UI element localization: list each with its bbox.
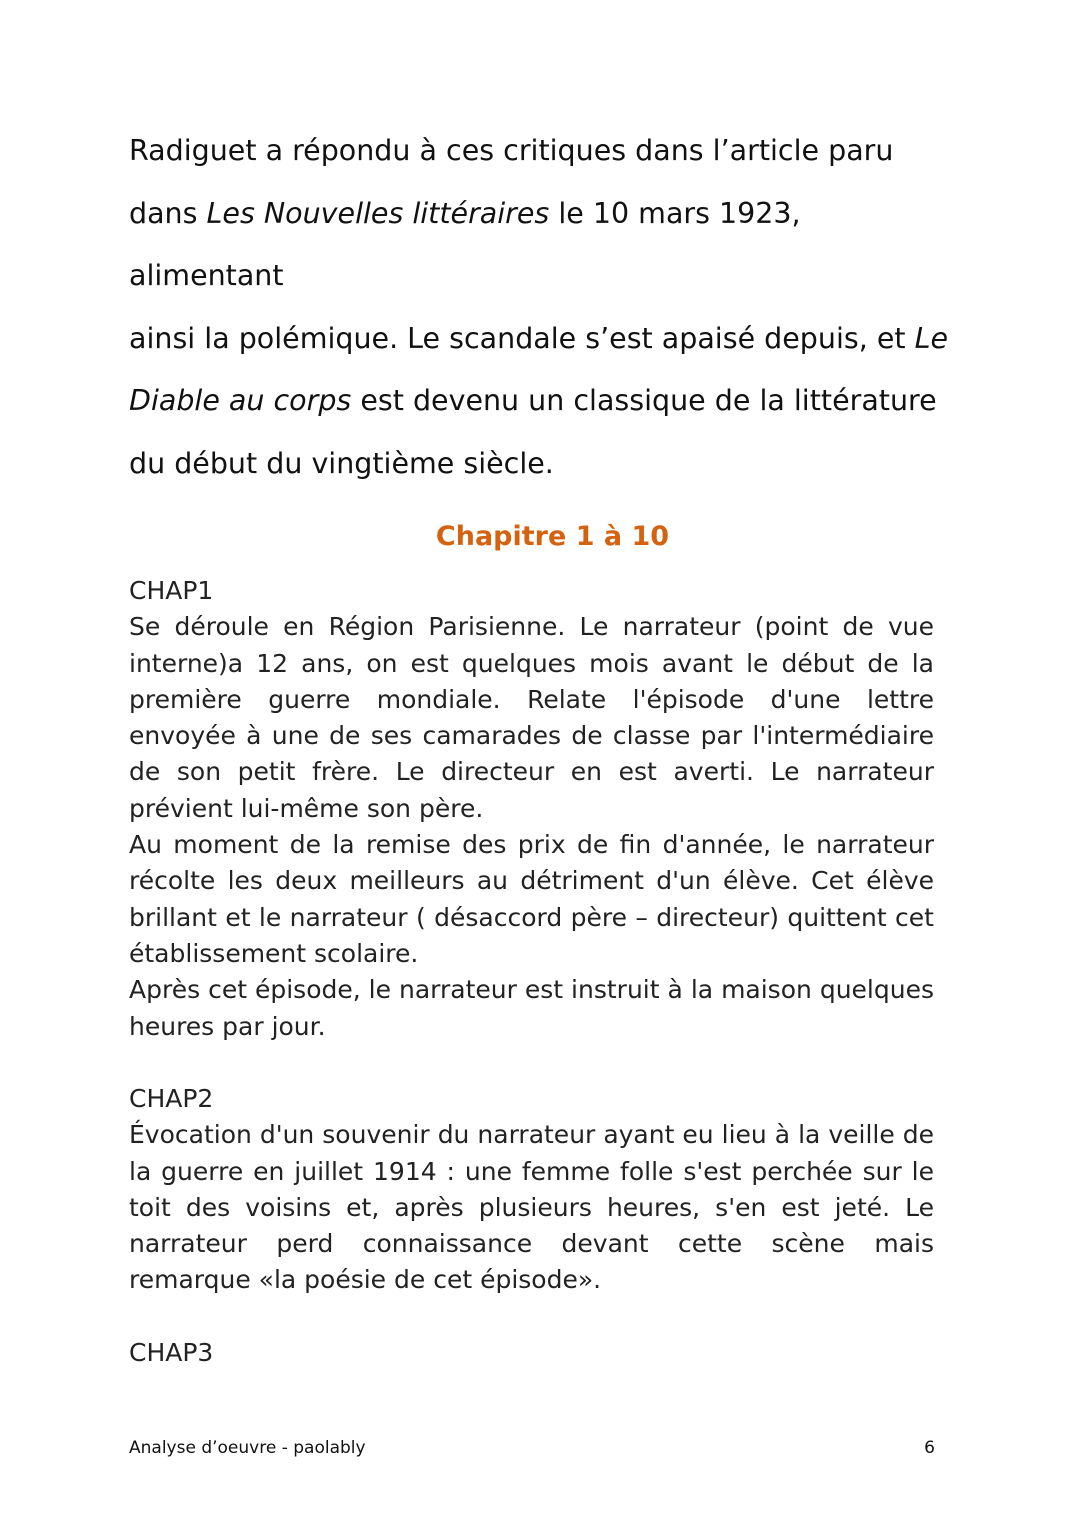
intro-paragraph xyxy=(129,120,949,495)
intro-line xyxy=(129,183,949,308)
intro-text: Radiguet a répondu à ces critiques dans l’article paru xyxy=(129,134,894,167)
intro-text: ainsi la polémique. Le scandale s’est apaisé depuis, et xyxy=(129,321,915,355)
footer-title: Analyse d’oeuvre - paolably xyxy=(129,1438,366,1458)
section-title: Chapitre 1 à 10 xyxy=(435,521,670,552)
book-title: Le xyxy=(914,321,949,355)
chapter-paragraph: Après cet épisode, le narrateur est instruit à la maison quelques heures par jour. xyxy=(129,975,934,1041)
intro-line xyxy=(129,308,949,371)
intro-text: dans xyxy=(129,196,207,230)
chapter-label: CHAP3 xyxy=(129,1338,214,1367)
chapter-block xyxy=(129,1081,934,1299)
intro-line xyxy=(129,120,949,183)
intro-text: est devenu un classique de la littérature xyxy=(351,384,937,417)
intro-text: du début du vingtième siècle. xyxy=(129,446,554,480)
intro-line xyxy=(129,370,949,433)
chapter-paragraph: Évocation d'un souvenir du narrateur ayant eu lieu à la veille de la guerre en juillet 1914 : une femme folle s'est perchée sur le toit des voisins et, après plusieurs heures, s'en est jeté. Le narrateur perd connaissance devant cette scène mais remarque «la poésie de cet épisode». xyxy=(129,1120,934,1295)
chapter-label: CHAP1 xyxy=(129,576,214,605)
page-number: 6 xyxy=(924,1438,935,1458)
chapter-paragraph: Au moment de la remise des prix de fin d'année, le narrateur récolte les deux meilleurs au détriment d'un élève. Cet élève brillant et le narrateur ( désaccord père – directeur) quittent cet établissement scolaire. xyxy=(129,830,934,968)
chapter-block xyxy=(129,1335,934,1371)
chapter-block xyxy=(129,573,934,1045)
chapter-paragraph: Se déroule en Région Parisienne. Le narrateur (point de vue interne)a 12 ans, on est quelques mois avant le début de la première guerre mondiale. Relate l'épisode d'une lettre envoyée à une de ses camarades de classe par l'intermédiaire de son petit frère. Le directeur en est averti. Le narrateur prévient lui-même son père. xyxy=(129,612,934,823)
book-title: Diable au corps xyxy=(129,384,352,417)
chapter-label: CHAP2 xyxy=(129,1084,214,1113)
intro-line xyxy=(129,433,949,496)
intro-text: le 10 mars 1923, alimentant xyxy=(129,196,801,292)
journal-title: Les Nouvelles littéraires xyxy=(206,196,550,230)
